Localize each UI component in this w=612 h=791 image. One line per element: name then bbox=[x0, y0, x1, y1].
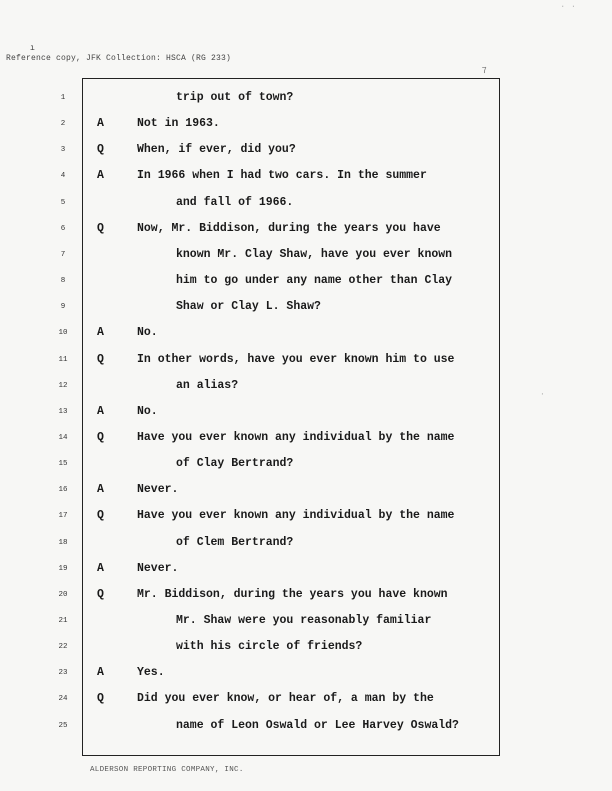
line-text: an alias? bbox=[176, 378, 239, 392]
transcript-line bbox=[0, 376, 612, 396]
transcript-line bbox=[0, 323, 612, 343]
speaker-label: A bbox=[97, 561, 104, 575]
transcript-line bbox=[0, 219, 612, 239]
speaker-label: A bbox=[97, 666, 104, 680]
speaker-label: A bbox=[97, 169, 104, 183]
line-text: Have you ever known any individual by the name bbox=[137, 509, 455, 523]
line-number: 3 bbox=[60, 146, 66, 155]
transcript-line bbox=[0, 402, 612, 422]
speaker-label: A bbox=[97, 483, 104, 497]
transcript-line bbox=[0, 689, 612, 709]
line-number: 24 bbox=[58, 695, 68, 704]
line-number: 18 bbox=[58, 538, 68, 547]
line-text: trip out of town? bbox=[176, 91, 294, 104]
speaker-label: Q bbox=[97, 430, 104, 444]
line-text: Yes. bbox=[137, 666, 165, 680]
transcript-line bbox=[0, 166, 612, 186]
line-number: 1 bbox=[60, 94, 66, 102]
speaker-label: A bbox=[97, 117, 104, 131]
transcript-line bbox=[0, 245, 612, 265]
line-text: him to go under any name other than Clay bbox=[176, 274, 453, 288]
transcript-line bbox=[0, 585, 612, 605]
line-text: with his circle of friends? bbox=[176, 640, 363, 654]
transcript-line bbox=[0, 454, 612, 474]
line-text: Not in 1963. bbox=[137, 117, 220, 131]
line-text: No. bbox=[137, 326, 158, 340]
line-number: 11 bbox=[58, 355, 68, 364]
line-text: Never. bbox=[137, 483, 179, 497]
transcript-line bbox=[0, 716, 612, 736]
reference-header: Reference copy, JFK Collection: HSCA (RG 233) bbox=[6, 54, 232, 63]
line-text: Have you ever known any individual by the name bbox=[137, 430, 455, 444]
line-number: 5 bbox=[60, 198, 66, 207]
line-number: 8 bbox=[60, 277, 66, 286]
line-number: 19 bbox=[58, 564, 68, 573]
speaker-label: A bbox=[97, 326, 104, 340]
line-number: 2 bbox=[60, 120, 66, 129]
line-number: 9 bbox=[60, 303, 66, 312]
transcript-line bbox=[0, 663, 612, 683]
speaker-label: Q bbox=[97, 221, 104, 235]
transcript-line bbox=[0, 114, 612, 134]
line-text: Mr. Biddison, during the years you have known bbox=[137, 587, 448, 601]
transcript-line bbox=[0, 271, 612, 291]
line-text: Shaw or Clay L. Shaw? bbox=[176, 300, 321, 314]
transcript-line bbox=[0, 350, 612, 370]
line-text: Now, Mr. Biddison, during the years you have bbox=[137, 221, 441, 235]
speaker-label: A bbox=[97, 404, 104, 418]
line-text: name of Leon Oswald or Lee Harvey Oswald? bbox=[176, 718, 459, 732]
line-number: 16 bbox=[58, 486, 68, 495]
line-text: When, if ever, did you? bbox=[137, 143, 296, 157]
line-text: Did you ever know, or hear of, a man by the bbox=[137, 692, 434, 706]
line-number: 25 bbox=[58, 721, 68, 730]
transcript-line bbox=[0, 193, 612, 213]
line-number: 13 bbox=[58, 407, 68, 416]
line-number: 7 bbox=[60, 250, 66, 259]
line-number: 20 bbox=[58, 590, 68, 599]
line-number: 17 bbox=[58, 512, 68, 521]
line-number: 12 bbox=[58, 381, 68, 390]
line-text: Mr. Shaw were you reasonably familiar bbox=[176, 614, 432, 627]
header-tick-mark: ı bbox=[30, 44, 35, 53]
line-number: 21 bbox=[58, 617, 68, 625]
line-text: Never. bbox=[137, 561, 179, 575]
line-number: 15 bbox=[58, 460, 68, 469]
line-text: In 1966 when I had two cars. In the summer bbox=[137, 169, 427, 183]
transcript-line bbox=[0, 140, 612, 160]
transcript-line bbox=[0, 559, 612, 579]
line-text: known Mr. Clay Shaw, have you ever known bbox=[176, 247, 453, 261]
line-number: 22 bbox=[58, 643, 68, 652]
line-text: and fall of 1966. bbox=[176, 195, 294, 209]
line-number: 6 bbox=[60, 224, 66, 233]
speaker-label: Q bbox=[97, 143, 104, 157]
page-number: 7 bbox=[481, 65, 489, 77]
transcript-line bbox=[0, 88, 612, 108]
transcript-line bbox=[0, 533, 612, 553]
speaker-label: Q bbox=[97, 509, 104, 523]
line-text: In other words, have you ever known him to use bbox=[137, 352, 455, 366]
transcript-line bbox=[0, 428, 612, 448]
transcript-line bbox=[0, 480, 612, 500]
line-number: 4 bbox=[60, 172, 66, 181]
line-text: of Clem Bertrand? bbox=[176, 535, 294, 549]
speaker-label: Q bbox=[97, 587, 104, 601]
transcript-line bbox=[0, 611, 612, 631]
scan-speck: · bbox=[540, 390, 545, 399]
transcript-line bbox=[0, 506, 612, 526]
corner-smudge: · · bbox=[560, 2, 577, 12]
line-text: No. bbox=[137, 404, 158, 418]
line-number: 14 bbox=[58, 433, 68, 442]
page-footer: ALDERSON REPORTING COMPANY, INC. bbox=[90, 766, 244, 774]
line-number: 10 bbox=[58, 329, 68, 338]
line-number: 23 bbox=[58, 669, 68, 678]
speaker-label: Q bbox=[97, 692, 104, 706]
transcript-line bbox=[0, 637, 612, 657]
transcript-line bbox=[0, 297, 612, 317]
speaker-label: Q bbox=[97, 352, 104, 366]
line-text: of Clay Bertrand? bbox=[176, 457, 294, 471]
